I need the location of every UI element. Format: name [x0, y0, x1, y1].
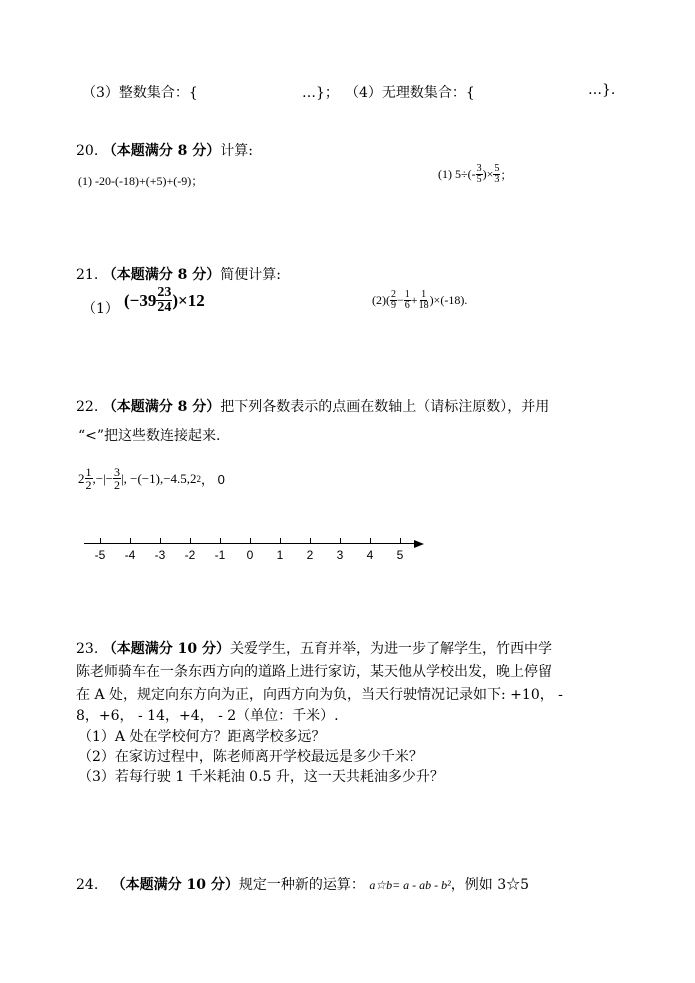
- q20-part1: [78, 172, 203, 189]
- frac-numerator: 3: [476, 163, 482, 174]
- q20-p2-frac1: [476, 164, 483, 185]
- q19-part3-label: （3）整数集合：{: [82, 85, 198, 101]
- number-line-tick-label: 4: [366, 548, 374, 562]
- q24-example: ，例如 3☆5: [450, 877, 530, 893]
- q21-p2-open: (: [386, 293, 390, 307]
- frac-numerator: 5: [494, 163, 500, 174]
- q22-numbers: [78, 466, 225, 491]
- q20-p1-expr: -20-(-18)+(+5)+(-9)；: [95, 174, 204, 188]
- q22-n1-whole: 2: [78, 470, 85, 486]
- q20-p2-label: (1): [438, 167, 452, 181]
- q21-p1-a: (−39: [124, 290, 157, 310]
- q23-line4: 8，+6， - 14，+4， - 2（单位：千米）.: [76, 708, 339, 724]
- frac-denominator: 3: [494, 174, 500, 185]
- q22-n1-frac: [85, 466, 93, 491]
- q23-sub3: （3）若每行驶 1 千米耗油 0.5 升，这一天共耗油多少升？: [78, 769, 444, 785]
- number-line-tick-label: 3: [336, 548, 344, 562]
- q19-part4-close: …}.: [588, 82, 616, 98]
- q23-line1: [76, 638, 552, 658]
- number-line-tick: [340, 538, 341, 544]
- number-line-tick: [220, 538, 221, 544]
- q24-line1: [76, 874, 529, 894]
- q21-p1-b: )×12: [172, 290, 205, 310]
- number-line-tick-label: -2: [184, 548, 196, 562]
- q20-p2-b: )×: [482, 167, 494, 181]
- q22-n2-frac: [113, 466, 121, 491]
- q21-part2: [372, 290, 467, 311]
- q20-number: 20.: [76, 143, 99, 159]
- q21-p2-label: (2): [372, 293, 386, 307]
- frac-numerator: 1: [404, 289, 410, 300]
- q21-p2-frac2: [404, 290, 411, 311]
- frac-denominator: 6: [404, 300, 410, 311]
- number-line-tick: [250, 538, 251, 544]
- frac-denominator: 24: [157, 300, 172, 315]
- q22-n4: ， 0: [201, 472, 225, 487]
- q20-p2-end: ；: [500, 168, 513, 182]
- q20-p2-a: 5÷(-: [455, 167, 476, 181]
- number-line-tick-label: -1: [214, 548, 226, 562]
- number-line-tick: [190, 538, 191, 544]
- number-line-tick: [160, 538, 161, 544]
- frac-denominator: 9: [391, 300, 396, 311]
- q21-part1-expr: [124, 286, 205, 315]
- q23-sub1: （1）A 处在学校何方？距离学校多远？: [78, 729, 326, 745]
- q23-number: 23.: [76, 641, 99, 657]
- q21-p1-label: （1）: [82, 301, 119, 317]
- q20-part2: [438, 164, 512, 185]
- q21-p2-op2: +: [410, 293, 418, 307]
- q22-instruction-line2: “<”把这些数连接起来.: [78, 428, 221, 444]
- q20-header: [76, 140, 253, 160]
- frac-numerator: 1: [85, 465, 92, 479]
- q22-score: （本题满分 8 分）: [102, 399, 221, 415]
- q23-sub2: （2）在家访过程中，陈老师离开学校最远是多少千米？: [78, 749, 423, 765]
- number-line-tick: [370, 538, 371, 544]
- q21-number: 21.: [76, 267, 99, 283]
- q20-instruction: 计算:: [220, 143, 253, 159]
- q22-instruction-line1: 把下列各数表示的点画在数轴上（请标注原数），并用: [220, 399, 550, 415]
- number-line-tick: [130, 538, 131, 544]
- q22-n2-a: ,−|−: [92, 470, 114, 486]
- q24-score: （本题满分 10 分）: [111, 877, 239, 893]
- q21-p2-frac1: [390, 290, 397, 311]
- q22-number: 22.: [76, 399, 99, 415]
- q21-instruction: 简便计算:: [220, 267, 281, 283]
- q23-line2: 陈老师骑车在一条东西方向的道路上进行家访，某天他从学校出发，晚上停留: [76, 664, 552, 680]
- q22-n3: −(−1),−4.5,2: [130, 470, 197, 486]
- q21-header: [76, 264, 281, 284]
- q20-score: （本题满分 8 分）: [102, 143, 221, 159]
- q23-score: （本题满分 10 分）: [102, 641, 230, 657]
- q21-p1-frac: [156, 286, 172, 315]
- q22-header: [76, 396, 549, 416]
- q20-p2-frac2: [493, 164, 500, 185]
- q24-formula: a☆b= a - ab - b²: [369, 878, 451, 892]
- frac-denominator: 18: [418, 300, 429, 311]
- q23-line3: 在 A 处，规定向东方向为正，向西方向为负，当天行驶情况记录如下: +10， -: [76, 687, 563, 703]
- number-line-tick-label: -5: [94, 548, 106, 562]
- frac-numerator: 2: [391, 289, 396, 300]
- q20-p1-label: (1): [78, 174, 92, 188]
- number-line-tick-label: 2: [306, 548, 314, 562]
- number-line-tick-label: 1: [276, 548, 284, 562]
- q24-instruction: 规定一种新的运算：: [238, 877, 365, 893]
- q24-number: 24.: [76, 877, 99, 893]
- number-line-tick: [280, 538, 281, 544]
- frac-numerator: 3: [114, 465, 121, 479]
- q19-part4-label: （4）无理数集合：{: [345, 85, 475, 101]
- q19-part3-close: …}；: [302, 85, 339, 101]
- q21-p2-op1: −: [397, 293, 404, 307]
- q21-p2-frac3: [418, 290, 430, 311]
- q21-score: （本题满分 8 分）: [102, 267, 221, 283]
- q21-p2-end: )×(-18).: [429, 293, 468, 307]
- frac-denominator: 2: [114, 478, 121, 492]
- number-line-tick-label: -4: [124, 548, 136, 562]
- frac-denominator: 2: [85, 478, 92, 492]
- number-line: [84, 538, 424, 568]
- number-line-tick: [310, 538, 311, 544]
- number-line-tick-label: -3: [154, 548, 166, 562]
- number-line-tick: [400, 538, 401, 544]
- frac-numerator: 1: [421, 289, 427, 300]
- number-line-tick-label: 5: [396, 548, 404, 562]
- number-line-tick-label: 0: [246, 548, 254, 562]
- frac-numerator: 23: [157, 285, 172, 300]
- arrow-right-icon: [414, 539, 424, 549]
- q22-n2-b: |,: [121, 470, 127, 486]
- frac-denominator: 5: [476, 174, 482, 185]
- q22-n3-sup: 2: [196, 473, 202, 484]
- q23-text1: 关爱学生，五育并举，为进一步了解学生，竹西中学: [229, 641, 552, 657]
- number-line-tick: [100, 538, 101, 544]
